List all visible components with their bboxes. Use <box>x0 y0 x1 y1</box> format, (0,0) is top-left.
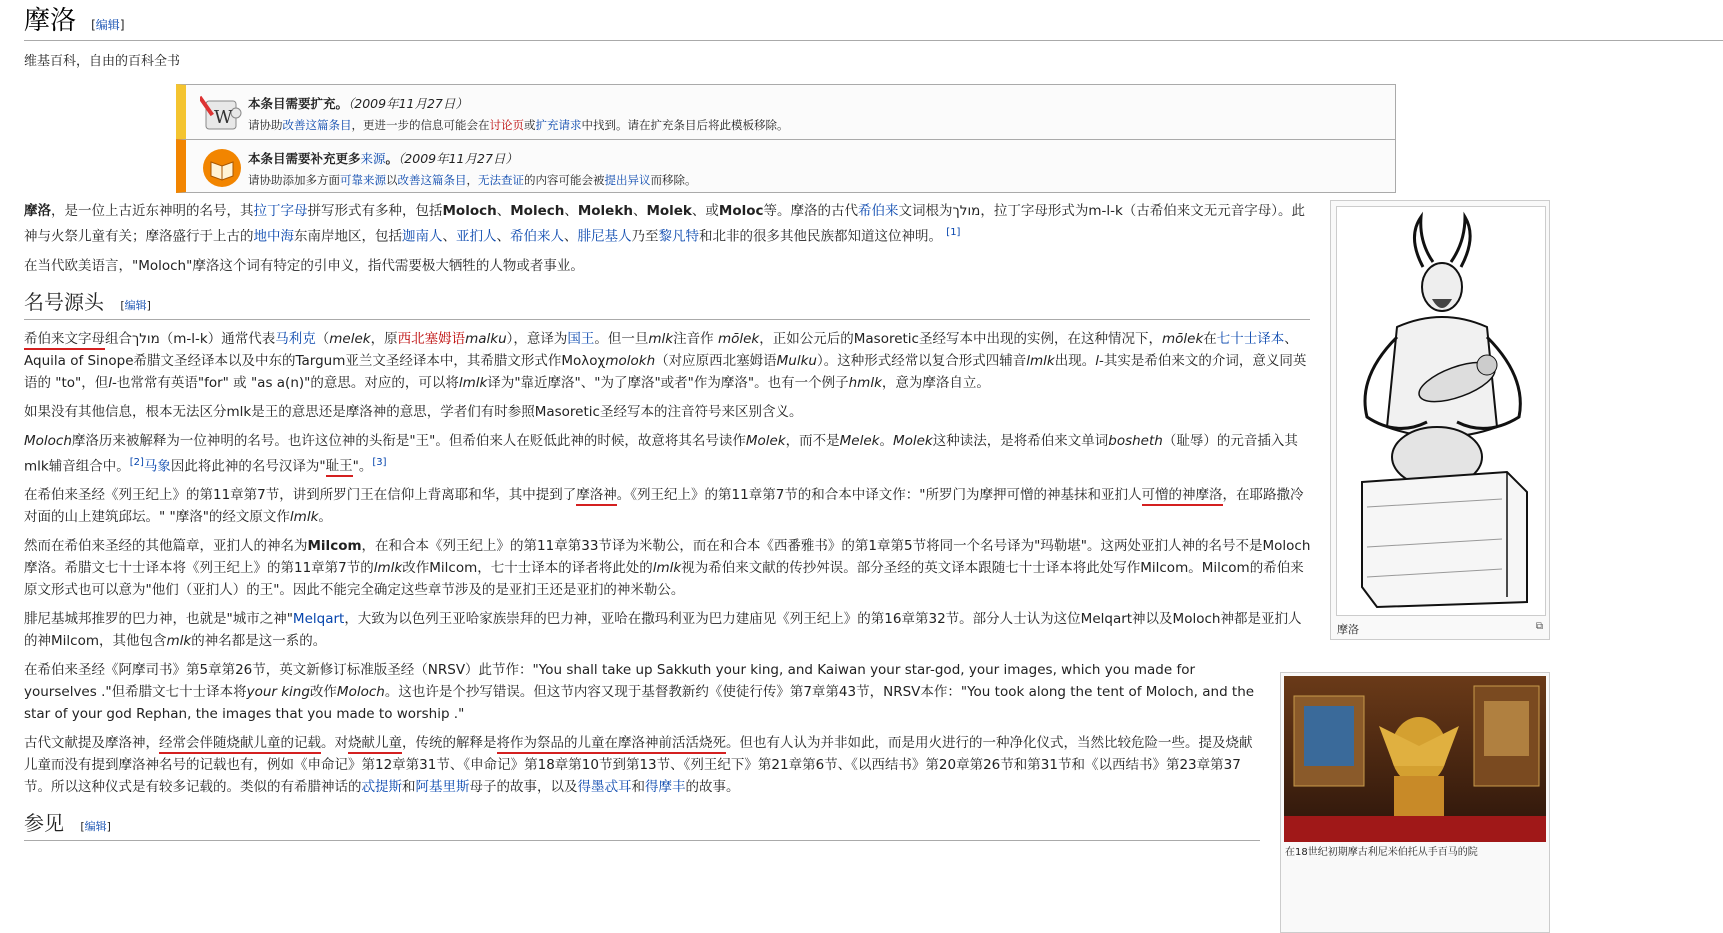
sources-notice-bold-end: 。 <box>385 151 399 166</box>
expand-notice-title <box>248 94 468 112</box>
names-edit-section: [编辑] <box>120 298 151 312</box>
page-title: 摩洛 <box>24 6 77 36</box>
see-also-edit-section: [编辑] <box>80 820 111 833</box>
sources-help-tail: 而移除。 <box>650 173 697 187</box>
section-title-names: 名号源头 <box>24 289 104 314</box>
title-edit-link[interactable]: 编辑 <box>95 18 120 32</box>
names-paragraph-7: 在希伯来圣经《阿摩司书》第5章第26节，英文新修订标准版圣经（NRSV）此节作："You shall take up Sakkuth your king, and Kaiwan your star-god, your images, which you made for yourselves ."但希腊文七十士译本将your king改作Moloch。这也许是个抄写错误。但这节内容又现于基督教新约《使徒行传》第7章第43节，NRSV本作："You took along the tent of Moloch, and the star of your god Rephan, the images that you made to worship ." <box>24 662 1255 722</box>
section-title-see-also: 参见 <box>24 811 64 835</box>
unverifiable-link[interactable]: 无法查证 <box>478 173 524 187</box>
sources-help-mid2: 的内容可能会被 <box>524 173 605 187</box>
sources-notice <box>176 139 1396 193</box>
moloch-engraving-image[interactable] <box>1336 206 1546 616</box>
sources-help-prefix: 请协助添加多方面 <box>248 173 340 187</box>
expand-notice-help <box>248 117 789 133</box>
expand-help-tail: 中找到。请在扩充条目后将此模板移除。 <box>581 118 789 132</box>
moloch-figure <box>1330 200 1550 640</box>
sources-notice-title <box>248 149 518 167</box>
sources-link[interactable]: 来源 <box>360 151 386 166</box>
names-paragraph-8: 古代文献提及摩洛神，经常会伴随烧献儿童的记载。对烧献儿童，传统的解释是将作为祭品的儿童在摩洛神前活活烧死。但也有人认为并非如此，而是用火进行的一种净化仪式，当然比较危险一些。提及烧献儿童而没有提到摩洛神名号的记载也有，例如《申命记》第12章第31节、《申命记》第18章第10节到第13节、《列王纪下》第21章第6节、《以西结书》第20章第26节和第31节和《以西结书》第23章第37节。所以这种仪式是有较多记载的。类似的有希腊神话的忒提斯和阿基里斯母子的故事，以及得墨忒耳和得摩丰的故事。 <box>24 735 1253 795</box>
names-paragraph-1: 希伯来文字母组合מולך（m-l-k）通常代表马利克（melek，原西北塞姆语malku），意译为国王。但一旦mlk注音作 mōlek，正如公元后的Masoretic圣经写本中出现的实例，在这种情况下，mōlek在七十士译本、Aquila of Sinope希腊文圣经译本以及中东的Targum亚兰文圣经译本中，其希腊文形式作Μολοχmolokh（对应原西北塞姆语Mulku）。这种形式经常以复合形式四辅音lmlk出现。l-其实是希伯来文的介词，意义同英语的 "to"，但l-也常常有英语"for" 或 "as a(n)"的意思。对应的，可以将lmlk译为"靠近摩洛"、"为了摩洛"或者"作为摩洛"。也有一个例子hmlk，意为摩洛自立。 <box>24 330 1307 391</box>
usage-paragraph: 在当代欧美语言，"Moloch"摩洛这个词有特定的引申义，指代需要极大牺牲的人物或者事业。 <box>24 257 584 274</box>
expand-notice-bold: 本条目需要扩充。 <box>248 96 349 111</box>
book-icon <box>200 146 244 190</box>
section-heading-names <box>24 291 1310 320</box>
names-edit-link[interactable]: 编辑 <box>124 298 147 312</box>
temple-figure-caption: 在18世纪初期摩古利尼米伯托从手百马的院 <box>1285 847 1478 858</box>
expand-help-mid: ，更进一步的信息可能会在 <box>351 118 490 132</box>
site-tagline: 维基百科，自由的百科全书 <box>24 54 181 69</box>
expand-notice-date: （2009年11月27日） <box>348 96 468 111</box>
names-paragraph-4: 在希伯来圣经《列王纪上》的第11章第7节，讲到所罗门王在信仰上背离耶和华，其中提到了摩洛神。《列王纪上》的第11章第7节的和合本中译文作："所罗门为摩押可憎的神基抹和亚扪人可憎的神摩洛，在耶路撒冷对面的山上建筑邱坛。" "摩洛"的经文原文作lmlk。 <box>24 487 1304 525</box>
expand-request-link[interactable]: 扩充请求 <box>535 118 582 132</box>
intro-paragraph: 摩洛，是一位上古近东神明的名号，其拉丁字母拼写形式有多种，包括Moloch、Molech、Molekh、Molek、或Moloc等。摩洛的古代希伯来文词根为מולך，拉丁字母形式为m-l-k（古希伯来文无元音字母）。此神与火祭儿童有关；摩洛盛行于上古的地中海东南岸地区，包括迦南人、亚扪人、希伯来人、腓尼基人乃至黎凡特和北非的很多其他民族都知道这位神明。 [1] <box>24 203 1306 245</box>
temple-figure <box>1280 672 1550 933</box>
svg-text:W: W <box>214 107 233 128</box>
names-paragraph-5: 然而在希伯来圣经的其他篇章，亚扪人的神名为Milcom，在和合本《列王纪上》的第11章第33节译为米勒公，而在和合本《西番雅书》的第1章第5节将同一个名号译为"玛勒堪"。这两处亚扪人神的名号不是Moloch摩洛。希腊文七十士译本将《列王纪上》的第11章第7节的lmlk改作Milcom，七十士译本的译者将此处的lmlk视为希伯来文献的传抄舛误。部分圣经的英文译本跟随七十士译本将此处写作Milcom。Milcom的希伯来原文形式也可以意为"他们（亚扪人）的王"。因此不能完全确定这些章节涉及的是亚扪王还是亚扪的神米勒公。 <box>24 538 1311 598</box>
names-paragraph-2: 如果没有其他信息，根本无法区分mlk是王的意思还是摩洛神的意思，学者们有时参照Masoretic圣经写本的注音符号来区别含义。 <box>24 403 803 420</box>
title-edit-section: [编辑] <box>91 18 125 32</box>
section-heading-see-also <box>24 812 1260 841</box>
article-body <box>24 200 1314 849</box>
temple-photo-image[interactable] <box>1284 676 1546 842</box>
moloch-figure-caption: 摩洛 <box>1337 623 1359 636</box>
improve-article-link-2[interactable]: 改善这篇条目 <box>397 173 467 187</box>
reliable-sources-link[interactable]: 可靠来源 <box>340 173 386 187</box>
sources-notice-bold: 本条目需要补充更多 <box>248 151 361 166</box>
sources-help-comma: ， <box>466 173 478 187</box>
expand-help-or: 或 <box>524 118 536 132</box>
talk-page-link[interactable]: 讨论页 <box>489 118 524 132</box>
improve-article-link[interactable]: 改善这篇条目 <box>282 118 352 132</box>
names-paragraph-6: 腓尼基城邦推罗的巴力神，也就是"城市之神"Melqart，大致为以色列王亚哈家族崇拜的巴力神，亚哈在撒玛利亚为巴力建庙见《列王纪上》的第16章第32节。部分人士认为这位Melqart神以及Moloch神都是亚扪人的神Milcom，其他包含mlk的神名都是这一系的。 <box>24 611 1302 649</box>
wiki-puzzle-icon <box>200 91 244 135</box>
expand-help-prefix: 请协助 <box>248 118 283 132</box>
sources-notice-help <box>248 172 697 188</box>
page-title-bar <box>24 2 1723 41</box>
see-also-edit-link[interactable]: 编辑 <box>84 820 107 833</box>
sources-help-mid: 以 <box>386 173 398 187</box>
enlarge-icon[interactable]: ⧉ <box>1535 621 1543 632</box>
names-paragraph-3: Moloch摩洛历来被解释为一位神明的名号。也许这位神的头衔是"王"。但希伯来人在贬低此神的时候，故意将其名号读作Molek，而不是Melek。Molek这种读法，是将希伯来文单词bosheth（耻辱）的元音插入其mlk辅音组合中。[2]马象因此将此神的名号汉译为"耻王"。[3] <box>24 430 1314 478</box>
challenge-link[interactable]: 提出异议 <box>604 173 651 187</box>
sources-notice-date: （2009年11月27日） <box>398 151 518 166</box>
expand-notice <box>176 84 1396 140</box>
